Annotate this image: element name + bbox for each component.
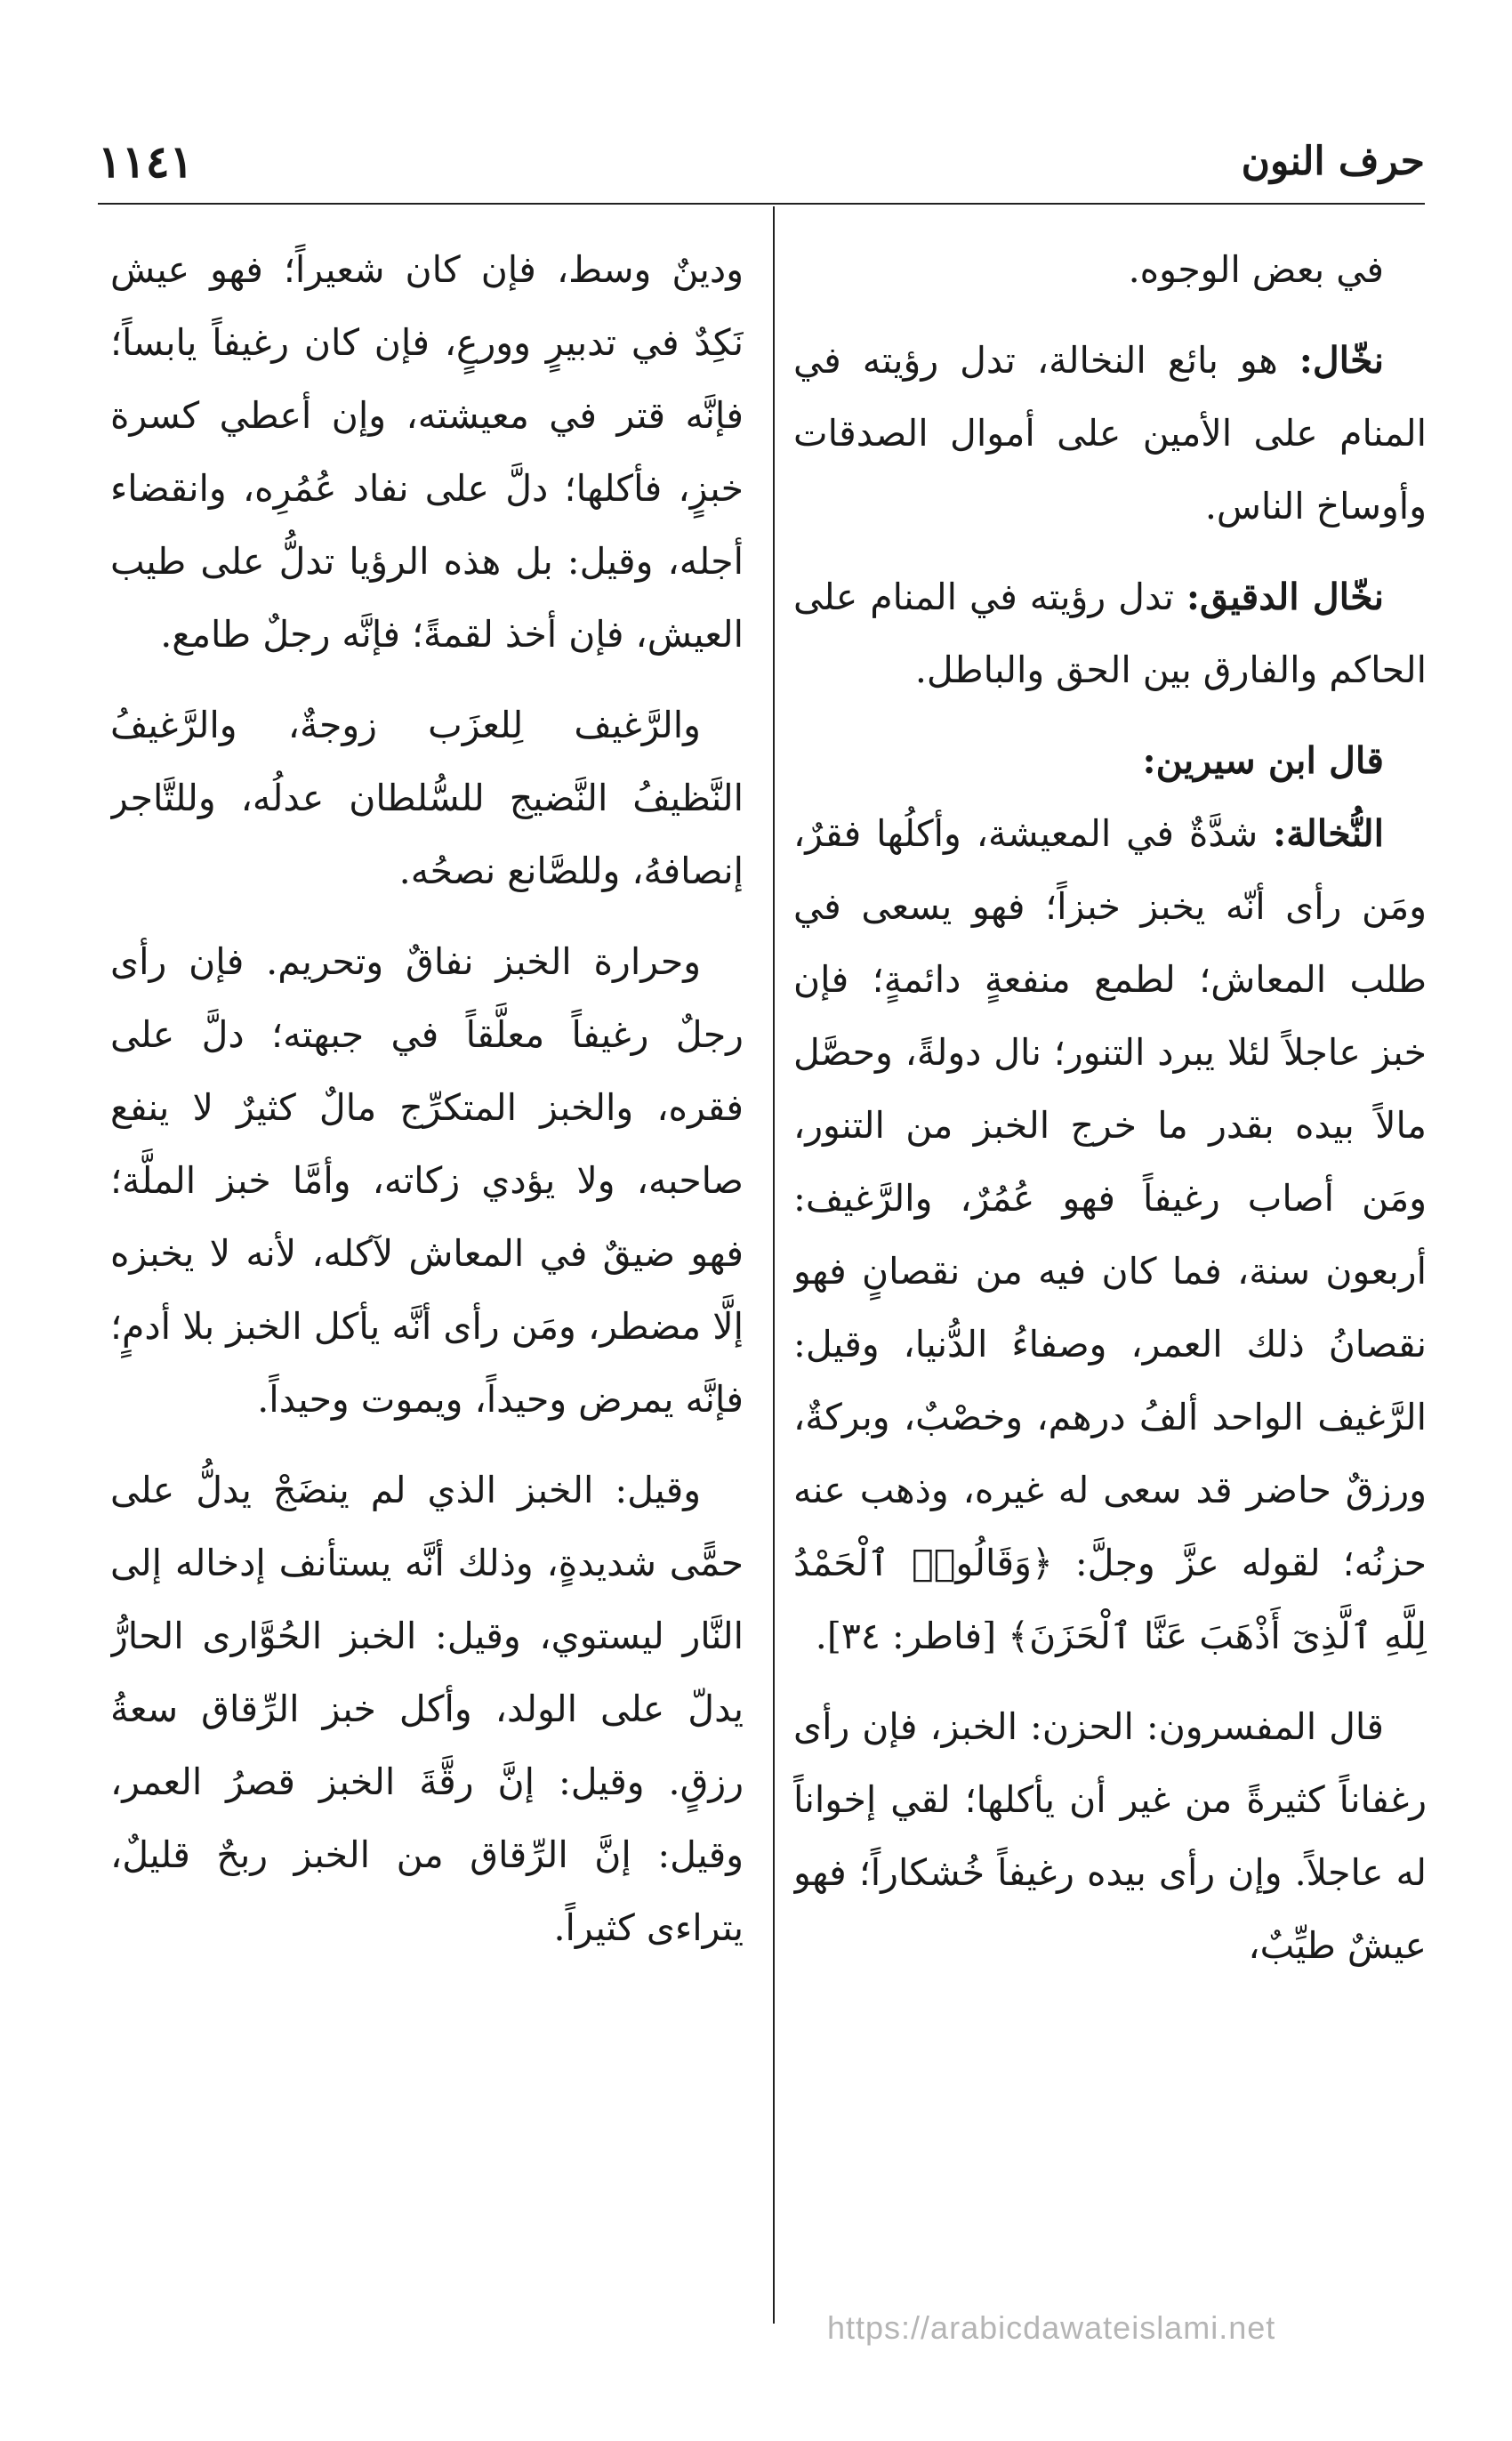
column-divider xyxy=(773,206,775,2324)
paragraph: في بعض الوجوه. xyxy=(1128,248,1384,291)
paragraph: ودينٌ وسط، فإن كان شعيراً؛ فهو عيش نَكِدٌ في تدبيرٍ وورعٍ، فإن كان رغيفاً يابساً؛ فإنَّه قتر في معيشته، وإن أعطي كسرة خبزٍ، فأكلها؛ دلَّ على نفاد عُمُرِه، وانقضاء أجله، وقيل: بل هذه الرؤيا تدلُّ على طيب العيش، فإن أخذ لقمةً؛ فإنَّه رجلٌ طامع. xyxy=(110,248,744,656)
paragraph: وقيل: الخبز الذي لم ينضَجْ يدلُّ على حمًّى شديدةٍ، وذلك أنَّه يستأنف إدخاله إلى النَّار ليستوي، وقيل: الخبز الحُوَّارى الحارُّ يدلّ على الولد، وأكل خبز الرِّقاق سعةُ رزقٍ. وقيل: إنَّ رقَّةَ الخبز قصرُ العمر، وقيل: إنَّ الرِّقاق من الخبز ربحٌ قليلٌ، يتراءى كثيراً. xyxy=(110,1469,744,1949)
page-number: ١١٤١ xyxy=(98,135,194,188)
entry-term: النُّخالة: xyxy=(1273,812,1384,855)
watermark-url: https://arabicdawateislami.net xyxy=(827,2309,1276,2346)
left-column xyxy=(110,233,744,2324)
entry-text: تدل رؤيته في المنام على الحاكم والفارق بين الحق والباطل. xyxy=(793,576,1427,691)
entry-term: نخّال الدقيق: xyxy=(1186,576,1384,618)
entry-term: نخّال: xyxy=(1299,339,1384,382)
paragraph: قال المفسرون: الحزن: الخبز، فإن رأى رغفاناً كثيرةً من غير أن يأكلها؛ لقي إخواناً له عاجلاً. وإن رأى بيده رغيفاً خُشكاراً؛ فهو عيشٌ طيِّبٌ، xyxy=(793,1705,1427,1967)
entry-nukhala xyxy=(793,797,1427,1672)
running-header xyxy=(98,132,1425,205)
paragraph: والرَّغيف لِلعزَب زوجةٌ، والرَّغيفُ النَّظيفُ النَّضيج للسُّلطان عدلُه، وللتَّاجر إنصافهُ، وللصَّانع نصحُه. xyxy=(110,704,744,892)
entry-text: هو بائع النخالة، تدل رؤيته في المنام على الأمين على أموال الصدقات وأوساخ الناس. xyxy=(793,339,1427,528)
chapter-title: حرف النون xyxy=(1241,139,1425,184)
paragraph: وحرارة الخبز نفاقٌ وتحريم. فإن رأى رجلٌ رغيفاً معلَّقاً في جبهته؛ دلَّ على فقره، والخبز المتكرِّج مالٌ كثيرٌ لا ينفع صاحبه، ولا يؤدي زكاته، وأمَّا خبز الملَّة؛ فهو ضيقٌ في المعاش لآكله، لأنه لا يخبزه إلَّا مضطر، ومَن رأى أنَّه يأكل الخبز بلا أدمٍ؛ فإنَّه يمرض وحيداً، ويموت وحيداً. xyxy=(110,940,744,1421)
entry-text: شدَّةٌ في المعيشة، وأكلُها فقرٌ، ومَن رأى أنّه يخبز خبزاً؛ فهو يسعى في طلب المعاش؛ لطمع منفعةٍ دائمةٍ؛ فإن خبز عاجلاً لئلا يبرد التنور؛ نال دولةً، وحصَّل مالاً بيده بقدر ما خرج الخبز من التنور، ومَن أصاب رغيفاً فهو عُمُرٌ، والرَّغيف: أربعون سنة، فما كان فيه من نقصانٍ فهو نقصانُ ذلك العمر، وصفاءُ الدُّنيا، وقيل: الرَّغيف الواحد ألفُ درهم، وخصْبٌ، وبركةٌ، ورزقٌ حاضر قد سعى له غيره، وذهب عنه حزنُه؛ لقوله عزَّ وجلَّ: ﴿وَقَالُوا۟ ٱلْحَمْدُ لِلَّهِ ٱلَّذِىٓ أَذْهَبَ عَنَّا ٱلْحَزَنَ﴾ [فاطر: ٣٤]. xyxy=(793,812,1427,1657)
section-heading: قال ابن سيرين: xyxy=(1142,739,1384,782)
entry-nakhhal xyxy=(793,324,1427,543)
entry-nakhhal-daqiq xyxy=(793,560,1427,706)
right-column xyxy=(793,233,1427,2324)
